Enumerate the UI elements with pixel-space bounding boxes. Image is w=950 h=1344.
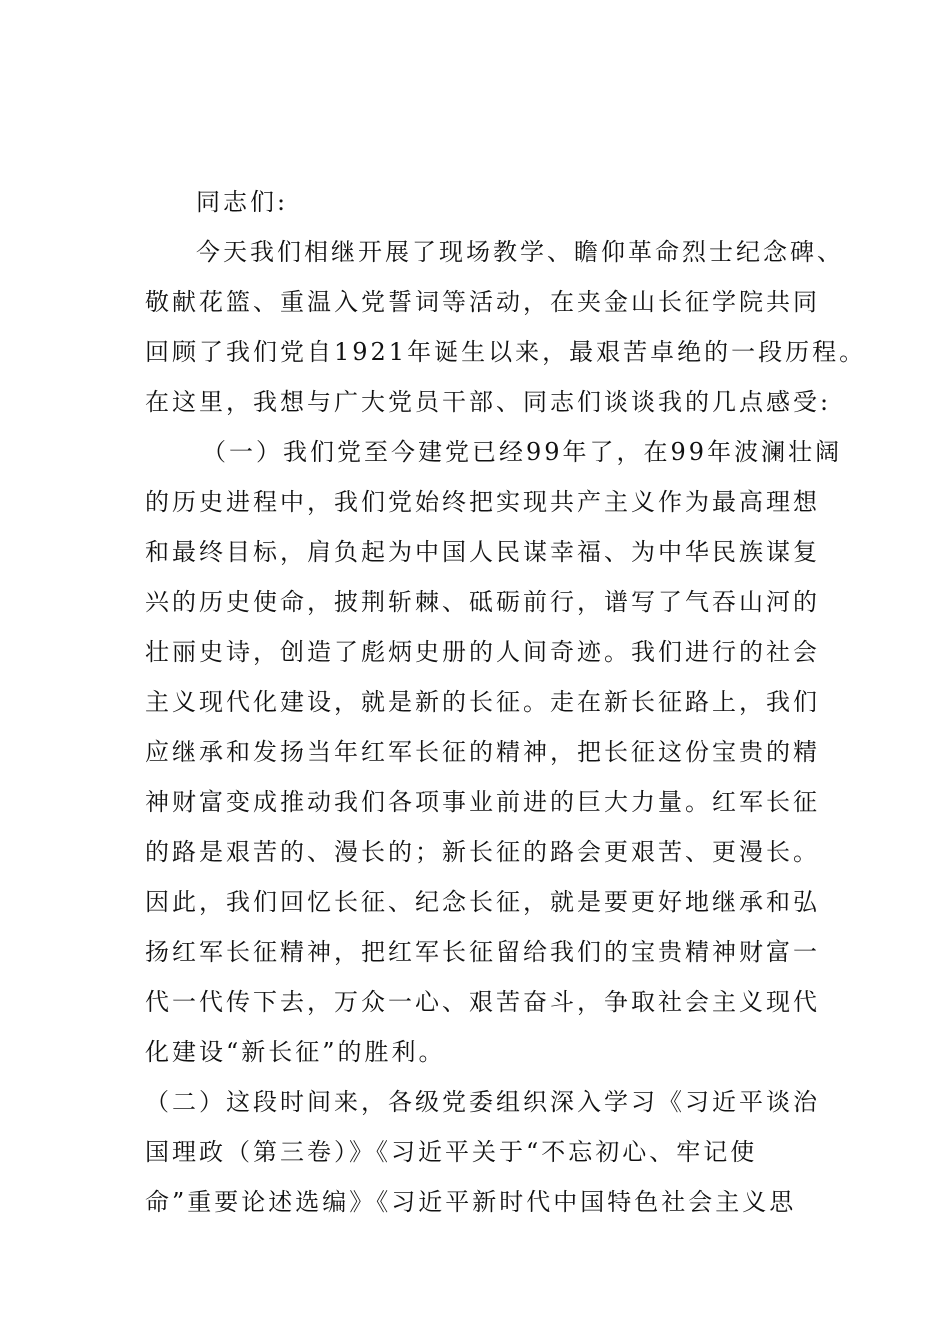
paragraph-line: 敬献花篮、重温入党誓词等活动，在夹金山长征学院共同	[145, 288, 820, 316]
paragraph-line: 因此，我们回忆长征、纪念长征，就是要更好地继承和弘	[145, 888, 820, 916]
paragraph-line: 代一代传下去，万众一心、艰苦奋斗，争取社会主义现代	[145, 988, 820, 1016]
paragraph-line: 壮丽史诗，创造了彪炳史册的人间奇迹。我们进行的社会	[145, 638, 820, 666]
paragraph-line: 扬红军长征精神，把红军长征留给我们的宝贵精神财富一	[145, 938, 820, 966]
salutation: 同志们:	[196, 188, 289, 216]
paragraph-line: 神财富变成推动我们各项事业前进的巨大力量。红军长征	[145, 788, 820, 816]
paragraph-line: 今天我们相继开展了现场教学、瞻仰革命烈士纪念碑、	[196, 238, 844, 266]
paragraph-line: 在这里，我想与广大党员干部、同志们谈谈我的几点感受:	[145, 388, 832, 416]
paragraph-line: 命”重要论述选编》《习近平新时代中国特色社会主义思	[145, 1188, 797, 1216]
section-one-heading-line: （一）我们党至今建党已经99年了，在99年波澜壮阔	[202, 438, 843, 466]
paragraph-line: 应继承和发扬当年红军长征的精神，把长征这份宝贵的精	[145, 738, 820, 766]
paragraph-line: 国理政（第三卷）》《习近平关于“不忘初心、牢记使	[145, 1138, 758, 1166]
paragraph-line: 主义现代化建设，就是新的长征。走在新长征路上，我们	[145, 688, 820, 716]
paragraph-line: 的路是艰苦的、漫长的；新长征的路会更艰苦、更漫长。	[145, 838, 820, 866]
paragraph-line: 的历史进程中，我们党始终把实现共产主义作为最高理想	[145, 488, 820, 516]
paragraph-line: 兴的历史使命，披荆斩棘、砥砺前行，谱写了气吞山河的	[145, 588, 820, 616]
paragraph-line: 化建设“新长征”的胜利。	[145, 1038, 446, 1066]
paragraph-line: 和最终目标，肩负起为中国人民谋幸福、为中华民族谋复	[145, 538, 820, 566]
section-two-heading-line: （二）这段时间来，各级党委组织深入学习《习近平谈治	[145, 1088, 820, 1116]
paragraph-line: 回顾了我们党自1921年诞生以来，最艰苦卓绝的一段历程。	[145, 338, 867, 366]
